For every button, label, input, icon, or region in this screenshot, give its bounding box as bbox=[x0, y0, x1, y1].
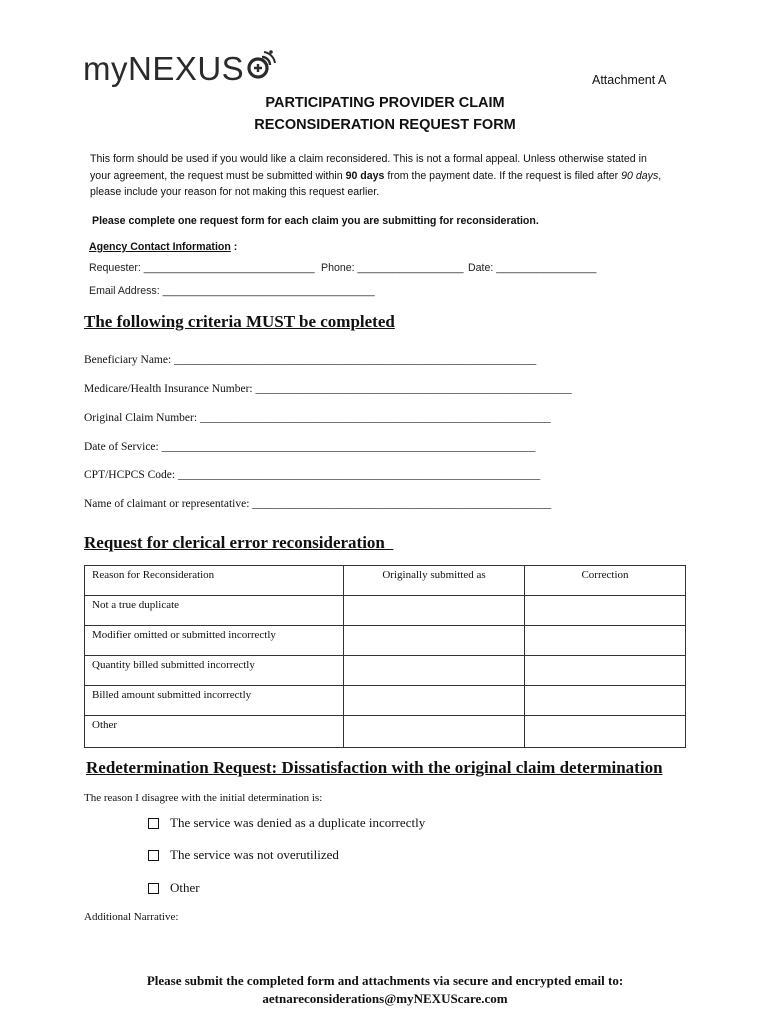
option-not-overutilized[interactable]: The service was not overutilized bbox=[148, 847, 339, 863]
originally-submitted-cell[interactable] bbox=[344, 716, 525, 748]
correction-cell[interactable] bbox=[525, 686, 686, 716]
agency-heading: Agency Contact Information : bbox=[89, 241, 238, 253]
date-field[interactable]: Date: _________________ bbox=[468, 262, 597, 274]
brand-name: myNEXUS bbox=[83, 49, 245, 87]
phone-field[interactable]: Phone: __________________ bbox=[321, 262, 464, 274]
table-row bbox=[85, 596, 686, 626]
redetermination-heading: Redetermination Request: Dissatisfaction with the original claim determination bbox=[86, 758, 663, 777]
additional-narrative-label: Additional Narrative: bbox=[84, 911, 179, 923]
column-header-correction: Correction bbox=[525, 566, 686, 596]
requester-field[interactable]: Requester: _____________________________ bbox=[89, 262, 315, 274]
originally-submitted-cell[interactable] bbox=[344, 686, 525, 716]
criteria-heading: The following criteria MUST be completed bbox=[84, 312, 395, 331]
instruction-text: Please complete one request form for each claim you are submitting for reconsideration. bbox=[92, 215, 539, 227]
originally-submitted-cell[interactable] bbox=[344, 596, 525, 626]
checkbox[interactable] bbox=[148, 883, 159, 894]
reason-cell: Modifier omitted or submitted incorrectly bbox=[85, 626, 344, 656]
column-header-reason: Reason for Reconsideration bbox=[85, 566, 344, 596]
cpt-hcpcs-code-field[interactable]: CPT/HCPCS Code: _______________________________________________________________ bbox=[84, 469, 541, 481]
original-claim-number-field[interactable]: Original Claim Number: _____________________________________________________________ bbox=[84, 412, 551, 424]
table-row bbox=[85, 686, 686, 716]
reason-label: The reason I disagree with the initial determination is: bbox=[84, 792, 323, 804]
table-row bbox=[85, 656, 686, 686]
column-header-originally-submitted: Originally submitted as bbox=[344, 566, 525, 596]
clerical-heading: Request for clerical error reconsideration bbox=[84, 533, 394, 552]
form-title-line-1: PARTICIPATING PROVIDER CLAIM bbox=[265, 95, 505, 111]
option-other[interactable]: Other bbox=[148, 880, 200, 896]
correction-cell[interactable] bbox=[525, 656, 686, 686]
reason-cell: Not a true duplicate bbox=[85, 596, 344, 626]
submission-email[interactable]: aetnareconsiderations@myNEXUScare.com bbox=[262, 991, 508, 1006]
attachment-label: Attachment A bbox=[592, 73, 667, 87]
correction-cell[interactable] bbox=[525, 596, 686, 626]
checkbox[interactable] bbox=[148, 818, 159, 829]
reason-cell: Billed amount submitted incorrectly bbox=[85, 686, 344, 716]
reason-cell: Other bbox=[85, 716, 344, 748]
insurance-number-field[interactable]: Medicare/Health Insurance Number: _______________________________________________________ bbox=[84, 383, 572, 395]
table-row bbox=[85, 626, 686, 656]
table-header-row bbox=[85, 566, 686, 596]
footer-line-1: Please submit the completed form and attachments via secure and encrypted email to: bbox=[146, 973, 624, 988]
claimant-name-field[interactable]: Name of claimant or representative: ____________________________________________________ bbox=[84, 498, 552, 510]
correction-cell[interactable] bbox=[525, 716, 686, 748]
beneficiary-name-field[interactable]: Beneficiary Name: _______________________________________________________________ bbox=[84, 354, 537, 366]
checkbox[interactable] bbox=[148, 850, 159, 861]
option-duplicate-incorrectly[interactable]: The service was denied as a duplicate incorrectly bbox=[148, 815, 425, 831]
footer-instructions bbox=[0, 972, 770, 1008]
originally-submitted-cell[interactable] bbox=[344, 626, 525, 656]
form-title-line-2: RECONSIDERATION REQUEST FORM bbox=[254, 117, 516, 133]
originally-submitted-cell[interactable] bbox=[344, 656, 525, 686]
clerical-reconsideration-table bbox=[84, 565, 686, 748]
reason-cell: Quantity billed submitted incorrectly bbox=[85, 656, 344, 686]
correction-cell[interactable] bbox=[525, 626, 686, 656]
table-row bbox=[85, 716, 686, 748]
intro-paragraph: This form should be used if you would like a claim reconsidered. This is not a formal appeal. Unless otherwise stated in your agreement, the request must be submitted within 90 days from the payment date. If the request is filed after 90 days, please include your reason for not making this request earlier. bbox=[90, 153, 662, 198]
logo-swirl-icon bbox=[246, 48, 276, 82]
date-of-service-field[interactable]: Date of Service: _________________________________________________________________ bbox=[84, 441, 536, 453]
brand-logo bbox=[83, 46, 276, 90]
email-field[interactable]: Email Address: ____________________________________ bbox=[89, 285, 375, 297]
